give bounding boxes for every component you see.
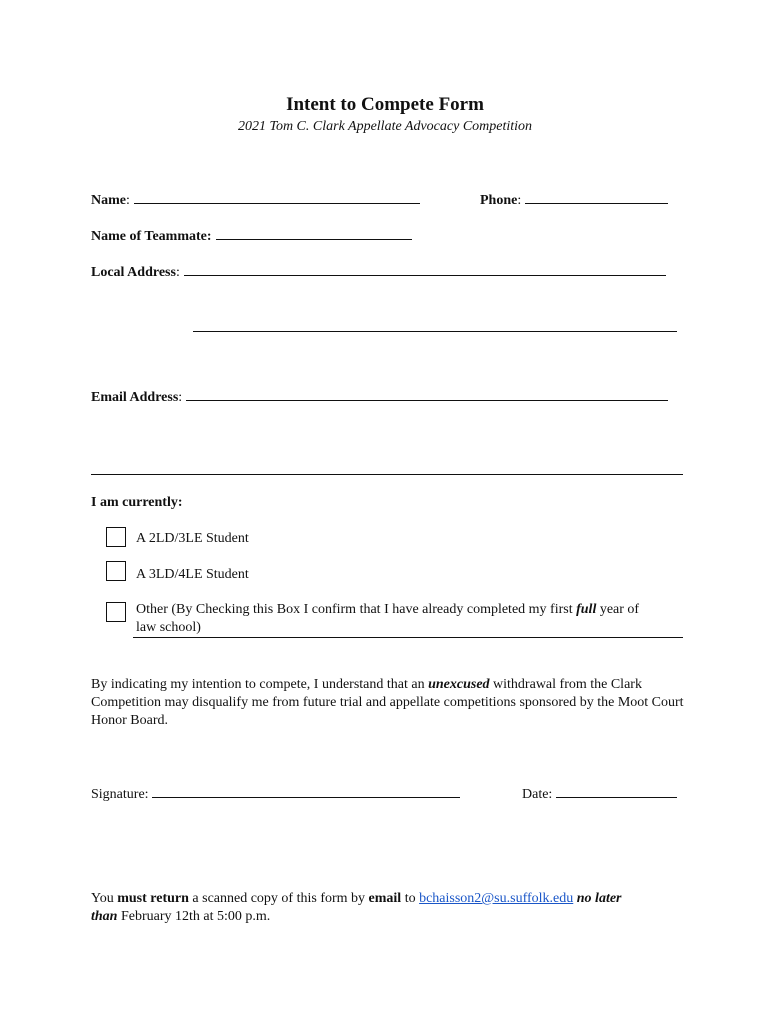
submission-instructions (91, 890, 691, 926)
checkbox-2ld-3le[interactable] (106, 527, 126, 547)
email-address-colon: : (178, 390, 183, 405)
signature-label: Signature: (91, 787, 149, 802)
option-other-text-2: year of (596, 602, 640, 617)
local-address-label: Local Address (91, 265, 176, 280)
instructions-must-return: must return (117, 891, 189, 906)
name-label: Name (91, 193, 126, 208)
option-3ld-4le-label: A 3LD/4LE Student (136, 567, 249, 582)
teammate-field (91, 225, 412, 245)
local-address-input-line-2[interactable] (193, 317, 677, 332)
option-other-text-1: Other (By Checking this Box I confirm that I have already completed my first (136, 602, 577, 617)
option-other-underline (133, 637, 683, 638)
name-field (91, 189, 420, 209)
email-address-label: Email Address (91, 390, 179, 405)
instructions-text-2: a scanned copy of this form by (188, 891, 369, 906)
checkbox-other[interactable] (106, 602, 126, 622)
email-link[interactable]: bchaisson2@su.suffolk.edu (419, 891, 574, 906)
checkbox-3ld-4le[interactable] (106, 561, 126, 581)
instructions-text-3: to (401, 891, 420, 906)
option-2ld-3le-label: A 2LD/3LE Student (136, 531, 249, 546)
date-input-line[interactable] (556, 783, 677, 798)
local-address-field (91, 261, 666, 281)
email-address-input-line[interactable] (186, 386, 668, 401)
local-address-input-line[interactable] (184, 261, 666, 276)
option-other-label-line2: law school) (136, 620, 201, 635)
signature-input-line[interactable] (152, 783, 460, 798)
acknowledgment-part-1: By indicating my intention to compete, I understand that an (91, 677, 429, 692)
instructions-text-1: You (91, 891, 118, 906)
email-address-field (91, 386, 668, 406)
form-subtitle: 2021 Tom C. Clark Appellate Advocacy Competition (237, 119, 533, 134)
acknowledgment-text (91, 676, 691, 730)
date-label: Date: (522, 787, 553, 802)
acknowledgment-emphasis: unexcused (428, 677, 490, 692)
form-title: Intent to Compete Form (286, 94, 484, 115)
instructions-than: than (91, 909, 118, 924)
teammate-input-line[interactable] (216, 225, 412, 240)
signature-field (91, 783, 460, 803)
local-address-colon: : (175, 265, 180, 280)
phone-colon: : (517, 193, 522, 208)
acknowledgment-part-2: withdrawal from the Clark Competition may disqualify me from future trial and appellate competitions sponsored by the Moot Court Honor Board. (91, 677, 684, 728)
status-heading: I am currently: (91, 495, 183, 510)
option-other-label (136, 602, 639, 618)
name-input-line[interactable] (134, 189, 420, 204)
instructions-email-word: email (368, 891, 402, 906)
phone-label: Phone (480, 193, 518, 208)
phone-input-line[interactable] (525, 189, 668, 204)
section-divider (91, 474, 683, 475)
teammate-label: Name of Teammate: (91, 229, 212, 244)
option-other-emphasis: full (576, 602, 597, 617)
phone-field (480, 189, 668, 209)
date-field (522, 783, 677, 803)
instructions-deadline: February 12th at 5:00 p.m. (117, 909, 271, 924)
instructions-no-later: no later (573, 891, 622, 906)
name-colon: : (126, 193, 130, 208)
